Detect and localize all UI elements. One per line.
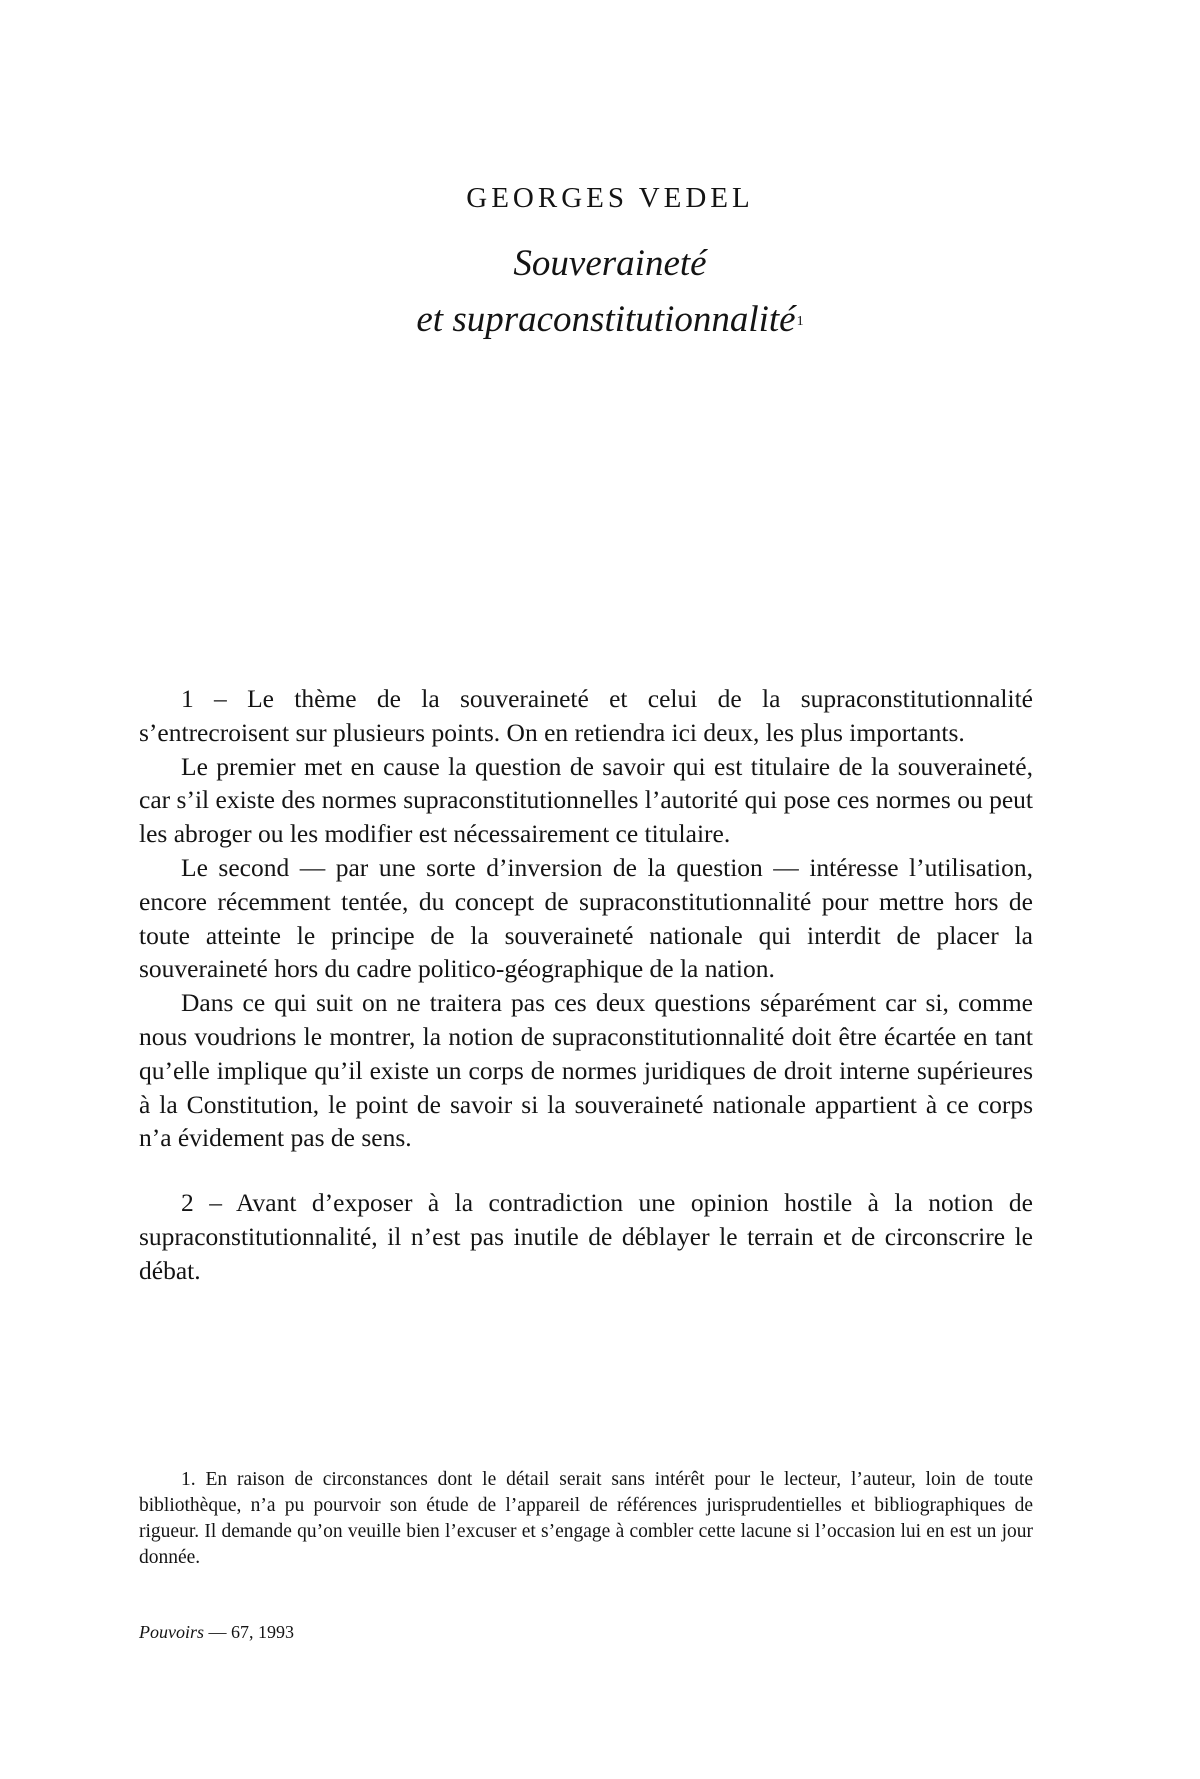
title-line-2-text: et supraconstitutionnalité bbox=[416, 299, 796, 340]
body-paragraph: Dans ce qui suit on ne traitera pas ces deux questions séparément car si, comme nous voudrions le montrer, la notion de supraconstitutionnalité doit être écartée en tant qu’elle implique qu’il existe un corps de normes juridiques de droit interne supérieures à la Constitution, le point de savoir si la souveraineté nationale appartient à ce corps n’a évidement pas de sens. bbox=[139, 988, 1033, 1153]
journal-name: Pouvoirs bbox=[139, 1622, 204, 1642]
author-name: GEORGES VEDEL bbox=[466, 182, 754, 214]
body-paragraph: Le premier met en cause la question de savoir qui est titulaire de la souveraineté, car s’il existe des normes supraconstitutionnelles l’autorité qui pose ces normes ou peut les abroger ou les modifier est nécessairement ce titulaire. bbox=[139, 751, 1033, 849]
page-footer bbox=[139, 1620, 294, 1644]
footnote-text: 1. En raison de circonstances dont le détail serait sans intérêt pour le lecteur, l’auteur, loin de toute bibliothèque, n’a pu pourvoir son étude de l’appareil de références jurisprudentielles et bibliographiques de rigueur. Il demande qu’on veuille bien l’excuser et s’engage à combler cette lacune si l’occasion lui en est un jour donnée. bbox=[139, 1469, 1033, 1568]
body-paragraph: 2 – Avant d’exposer à la contradiction une opinion hostile à la notion de supraconstitutionnalité, il n’est pas inutile de déblayer le terrain et de circonscrire le débat. bbox=[139, 1188, 1033, 1285]
title-line-1: Souveraineté bbox=[513, 243, 707, 284]
body-paragraph: 1 – Le thème de la souveraineté et celui de la supraconstitutionnalité s’entrecroisent sur plusieurs points. On en retiendra ici deux, les plus importants. bbox=[139, 684, 1033, 747]
title-line-2 bbox=[20, 292, 1200, 348]
article-title bbox=[0, 236, 1200, 348]
article-body bbox=[139, 682, 1033, 1288]
footer-separator: — bbox=[208, 1622, 227, 1642]
footnote-reference[interactable]: 1 bbox=[796, 314, 804, 329]
footnote bbox=[139, 1467, 1033, 1571]
journal-issue: 67, 1993 bbox=[231, 1622, 294, 1642]
body-paragraph: Le second — par une sorte d’inversion de la question — intéresse l’utilisation, encore récemment tentée, du concept de supraconstitutionnalité pour mettre hors de toute atteinte le principe de la souveraineté nationale qui interdit de placer la souveraineté hors du cadre politico-géographique de la nation. bbox=[139, 852, 1033, 984]
